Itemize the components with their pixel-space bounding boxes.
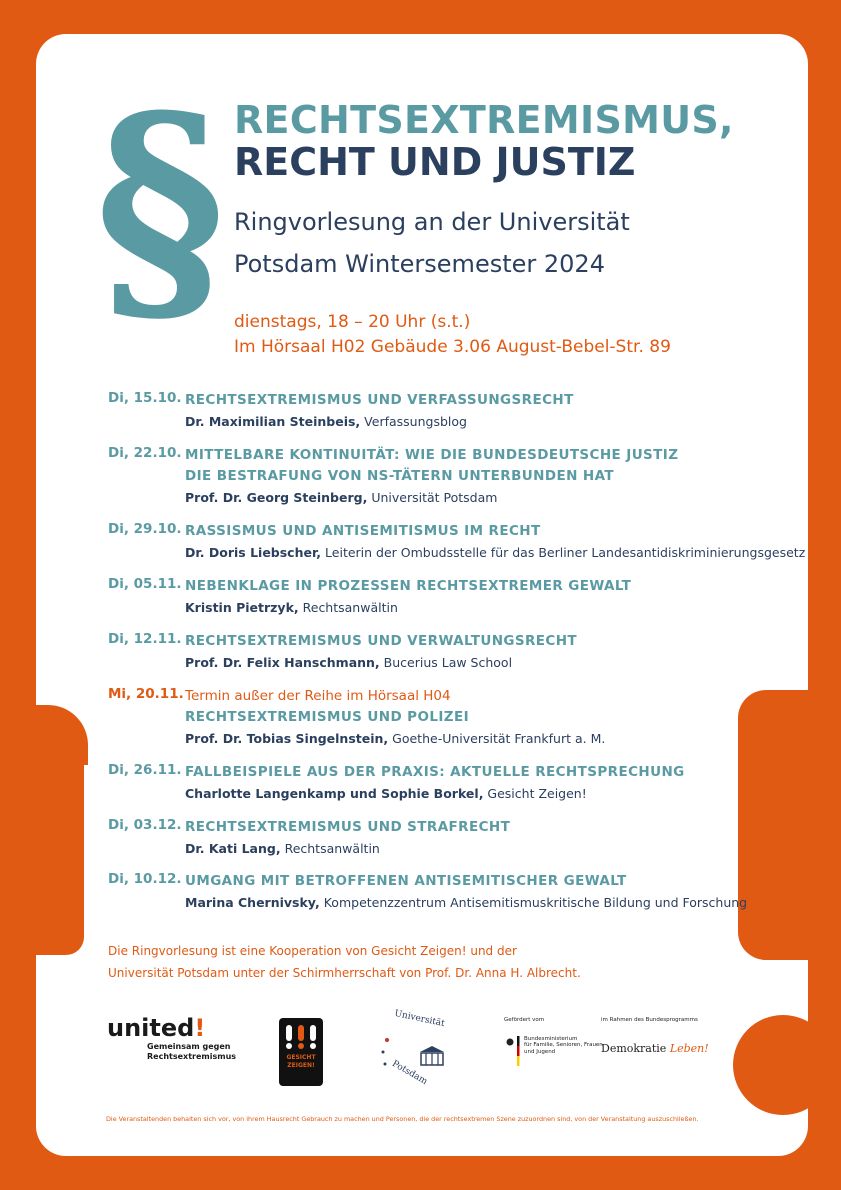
title-line-2: RECHT UND JUSTIZ (234, 140, 636, 184)
lecture-title: RECHTSEXTREMISMUS UND POLIZEI (185, 709, 470, 725)
lecture-title: UMGANG MIT BETROFFENEN ANTISEMITISCHER GEWALT (185, 873, 627, 889)
speaker-affiliation: Verfassungsblog (364, 414, 467, 429)
lecture-title-continued: DIE BESTRAFUNG VON NS-TÄTERN UNTERBUNDEN HAT (185, 468, 614, 484)
gesicht-zeigen-logo (279, 1018, 323, 1086)
speaker-affiliation: Universität Potsdam (371, 490, 498, 505)
united-word: united (107, 1014, 195, 1042)
united-bang: ! (194, 1014, 206, 1042)
lecture-title: RECHTSEXTREMISMUS UND VERWALTUNGSRECHT (185, 633, 578, 649)
speaker-name: Dr. Kati Lang, (185, 841, 281, 856)
lecture-date: Di, 12.11. (108, 631, 182, 647)
speaker-name: Dr. Doris Liebscher, (185, 545, 322, 560)
gz-line-1: GESICHT (286, 1054, 316, 1061)
demokratie-leben-logo (601, 1017, 709, 1055)
subtitle-line-2: Potsdam Wintersemester 2024 (234, 250, 605, 278)
speaker-affiliation: Goethe-Universität Frankfurt a. M. (392, 731, 606, 746)
faces-icon (279, 1022, 323, 1052)
lecture-date: Di, 22.10. (108, 445, 182, 461)
lecture-speaker-line (185, 652, 805, 674)
lecture-speaker-line (185, 411, 805, 433)
speaker-name: Prof. Dr. Georg Steinberg, (185, 490, 368, 505)
cooperation-line-1: Die Ringvorlesung ist eine Kooperation von Gesicht Zeigen! und der (108, 944, 517, 958)
lecture-title: NEBENKLAGE IN PROZESSEN RECHTSEXTREMER GEWALT (185, 578, 632, 594)
speaker-affiliation: Kompetenzzentrum Antisemitismuskritische Bildung und Forschung (323, 895, 748, 910)
subtitle-line-1: Ringvorlesung an der Universität (234, 208, 630, 236)
speaker-affiliation: Leiterin der Ombudsstelle für das Berliner Landesantidiskriminierungsgesetz (325, 545, 806, 560)
leben-word: Leben! (669, 1041, 709, 1055)
title-line-1: RECHTSEXTREMISMUS, (234, 98, 734, 142)
lecture-date: Di, 15.10. (108, 390, 182, 406)
paragraph-symbol: § (95, 60, 226, 354)
ministry-line-2: für Familie, Senioren, Frauen (524, 1042, 603, 1048)
lecture-speaker-line (185, 783, 805, 805)
lecture-speaker-line (185, 542, 805, 564)
uni-arc-bottom: Potsdam (390, 1058, 429, 1088)
uni-building-icon (372, 1012, 452, 1088)
lecture-speaker-line (185, 838, 805, 860)
federal-eagle-icon (504, 1036, 524, 1070)
speaker-name: Charlotte Langenkamp und Sophie Borkel, (185, 786, 484, 801)
program-label: im Rahmen des Bundesprogramms (601, 1017, 698, 1023)
lecture-title: MITTELBARE KONTINUITÄT: WIE DIE BUNDESDEUTSCHE JUSTIZ (185, 447, 679, 463)
lecture-date: Mi, 20.11. (108, 686, 184, 702)
speaker-affiliation: Rechtsanwältin (302, 600, 398, 615)
lecture-title: RASSISMUS UND ANTISEMITISMUS IM RECHT (185, 523, 541, 539)
exclamation-shape-left (36, 715, 84, 955)
uni-potsdam-logo (372, 1008, 452, 1088)
exclamation-dot-right (733, 1015, 833, 1115)
funded-by-label: Gefördert vom (504, 1017, 545, 1023)
lecture-date: Di, 05.11. (108, 576, 182, 592)
demokratie-word: Demokratie (601, 1041, 667, 1055)
uni-arc-top: Universität (393, 1008, 446, 1030)
bmfsfj-logo (504, 1017, 603, 1070)
lecture-title: RECHTSEXTREMISMUS UND STRAFRECHT (185, 819, 511, 835)
speaker-name: Marina Chernivsky, (185, 895, 320, 910)
lecture-date: Di, 26.11. (108, 762, 182, 778)
lecture-speaker-line (185, 728, 805, 750)
lecture-title: RECHTSEXTREMISMUS UND VERFASSUNGSRECHT (185, 392, 574, 408)
speaker-name: Dr. Maximilian Steinbeis, (185, 414, 361, 429)
speaker-affiliation: Bucerius Law School (383, 655, 513, 670)
speaker-affiliation: Rechtsanwältin (284, 841, 380, 856)
lecture-date: Di, 03.12. (108, 817, 182, 833)
united-sub-2: Rechtsextremismus (147, 1052, 237, 1061)
united-logo (107, 1016, 236, 1062)
lecture-speaker-line (185, 892, 805, 914)
lecture-title: FALLBEISPIELE AUS DER PRAXIS: AKTUELLE RECHTSPRECHUNG (185, 764, 685, 780)
lecture-date: Di, 10.12. (108, 871, 182, 887)
house-rules-disclaimer: Die Veranstaltenden behalten sich vor, von ihrem Hausrecht Gebrauch zu machen und Personen, die der rechtsextremen Szene zuzuordnen sind, von der Veranstaltung auszuschließen. (106, 1115, 699, 1123)
cooperation-line-2: Universität Potsdam unter der Schirmherrschaft von Prof. Dr. Anna H. Albrecht. (108, 966, 581, 980)
ministry-line-3: und Jugend (524, 1048, 556, 1055)
gz-line-2: ZEIGEN! (287, 1062, 315, 1069)
speaker-name: Kristin Pietrzyk, (185, 600, 299, 615)
united-sub-1: Gemeinsam gegen (147, 1042, 231, 1051)
speaker-affiliation: Gesicht Zeigen! (487, 786, 587, 801)
speaker-name: Prof. Dr. Tobias Singelnstein, (185, 731, 389, 746)
ministry-line-1: Bundesministerium (524, 1035, 578, 1042)
cooperation-note (108, 940, 581, 984)
lecture-speaker-line (185, 487, 805, 509)
lecture-note: Termin außer der Reihe im Hörsaal H04 (185, 688, 451, 704)
event-time: dienstags, 18 – 20 Uhr (s.t.) (234, 312, 471, 332)
lecture-date: Di, 29.10. (108, 521, 182, 537)
speaker-name: Prof. Dr. Felix Hanschmann, (185, 655, 380, 670)
lecture-speaker-line (185, 597, 805, 619)
event-location: Im Hörsaal H02 Gebäude 3.06 August-Bebel-Str. 89 (234, 337, 671, 357)
